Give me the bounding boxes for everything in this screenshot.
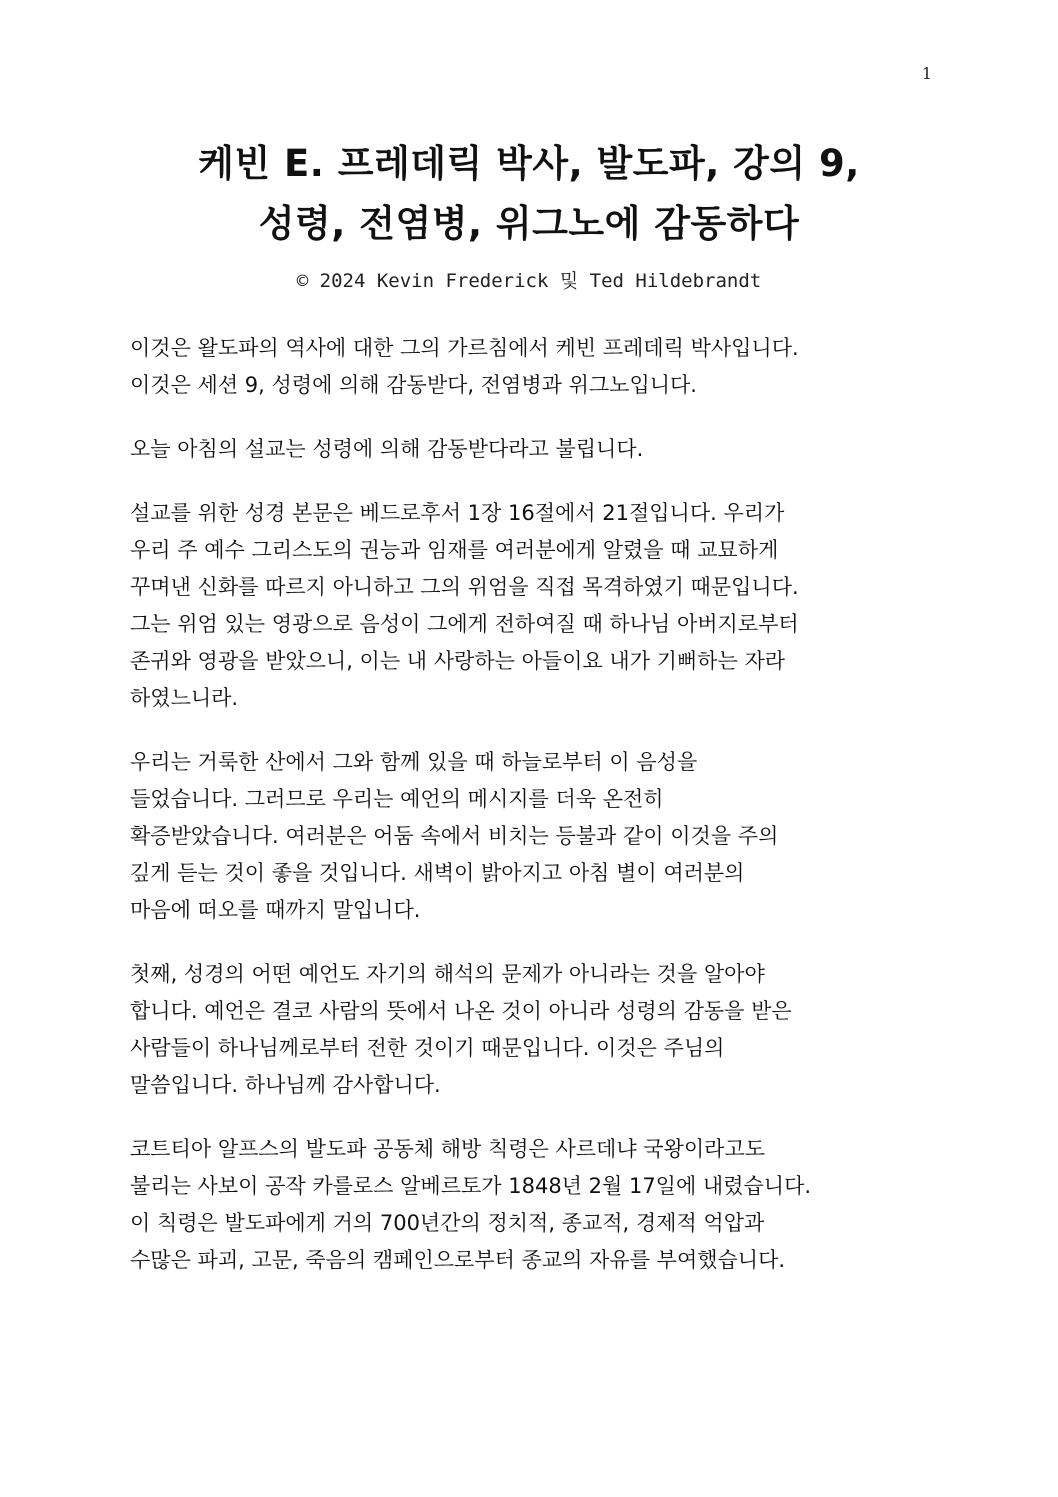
text-line: 합니다. 예언은 결코 사람의 뜻에서 나온 것이 아니라 성령의 감동을 받은 — [130, 999, 792, 1023]
title-line-2: 성령, 전염병, 위그노에 감동하다 — [258, 202, 800, 245]
text-line: 코트티아 알프스의 발도파 공동체 해방 칙령은 사르데냐 국왕이라고도 — [130, 1137, 766, 1161]
paragraph — [130, 744, 930, 929]
text-line: 말씀입니다. 하나님께 감사합니다. — [130, 1073, 441, 1097]
paragraph — [130, 956, 930, 1104]
text-line: 꾸며낸 신화를 따르지 아니하고 그의 위엄을 직접 목격하였기 때문입니다. — [130, 575, 799, 599]
text-line: 이것은 세션 9, 성령에 의해 감동받다, 전염병과 위그노입니다. — [130, 373, 697, 397]
text-line: 설교를 위한 성경 본문은 베드로후서 1장 16절에서 21절입니다. 우리가 — [130, 501, 785, 525]
text-line: 불리는 사보이 공작 카를로스 알베르토가 1848년 2월 17일에 내렸습니다. — [130, 1174, 812, 1198]
text-line: 이것은 왈도파의 역사에 대한 그의 가르침에서 케빈 프레데릭 박사입니다. — [130, 336, 799, 360]
document-body — [130, 330, 930, 1306]
text-line: 우리는 거룩한 산에서 그와 함께 있을 때 하늘로부터 이 음성을 — [130, 750, 698, 774]
page-number: 1 — [921, 64, 932, 83]
text-line: 마음에 떠오를 때까지 말입니다. — [130, 898, 421, 922]
text-line: 사람들이 하나님께로부터 전한 것이기 때문입니다. 이것은 주님의 — [130, 1036, 725, 1060]
title-line-1: 케빈 E. 프레데릭 박사, 발도파, 강의 9, — [198, 142, 860, 185]
text-line: 확증받았습니다. 여러분은 어둠 속에서 비치는 등불과 같이 이것을 주의 — [130, 824, 779, 848]
text-line: 그는 위엄 있는 영광으로 음성이 그에게 전하여질 때 하나님 아버지로부터 — [130, 612, 799, 636]
page-title — [80, 134, 978, 254]
paragraph — [130, 1131, 930, 1279]
paragraph — [130, 495, 930, 717]
text-line: 존귀와 영광을 받았으니, 이는 내 사랑하는 아들이요 내가 기뻐하는 자라 — [130, 649, 786, 673]
copyright-notice: © 2024 Kevin Frederick 및 Ted Hildebrandt — [296, 270, 762, 292]
text-line: 첫째, 성경의 어떤 예언도 자기의 해석의 문제가 아니라는 것을 알아야 — [130, 962, 765, 986]
paragraph — [130, 431, 930, 468]
text-line: 깊게 듣는 것이 좋을 것입니다. 새벽이 밝아지고 아침 별이 여러분의 — [130, 861, 745, 885]
text-line: 우리 주 예수 그리스도의 권능과 임재를 여러분에게 알렸을 때 교묘하게 — [130, 538, 779, 562]
text-line: 들었습니다. 그러므로 우리는 예언의 메시지를 더욱 온전히 — [130, 787, 664, 811]
paragraph — [130, 330, 930, 404]
text-line: 오늘 아침의 설교는 성령에 의해 감동받다라고 불립니다. — [130, 437, 644, 461]
text-line: 수많은 파괴, 고문, 죽음의 캠페인으로부터 종교의 자유를 부여했습니다. — [130, 1248, 786, 1272]
text-line: 이 칙령은 발도파에게 거의 700년간의 정치적, 종교적, 경제적 억압과 — [130, 1211, 765, 1235]
text-line: 하였느니라. — [130, 686, 239, 710]
